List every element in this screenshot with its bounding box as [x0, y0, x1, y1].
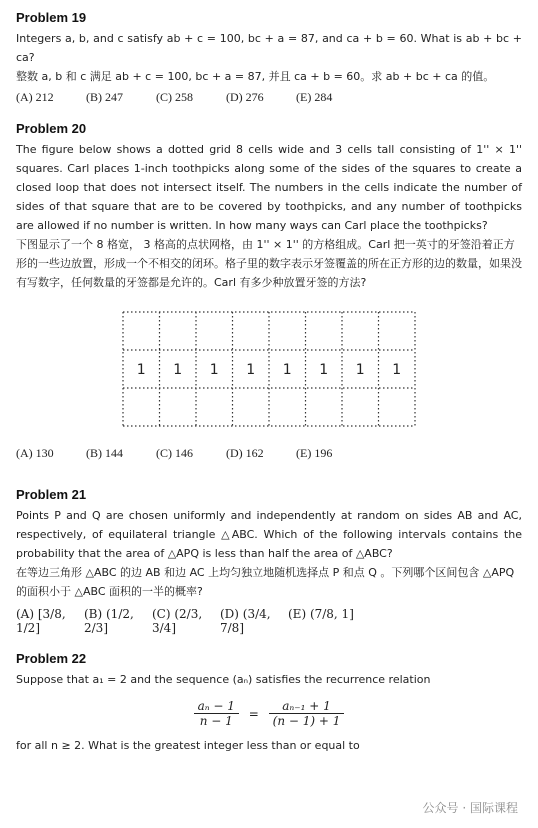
choice-d: (D) 162 — [226, 446, 264, 460]
choice-b: (B) (1/2, 2/3] — [84, 607, 134, 635]
cell-number: 1 — [282, 362, 292, 378]
rhs-numerator: aₙ₋₁ + 1 — [269, 699, 345, 714]
choice-a: (A) 212 — [16, 90, 54, 104]
choice-c: (C) 258 — [156, 90, 193, 104]
problem-text-zh: 在等边三角形 △ABC 的边 AB 和边 AC 上均匀独立地随机选择点 P 和点 Q 。下列哪个区间包含 △APQ 的面积小于 △ABC 面积的一半的概率? — [16, 566, 515, 598]
cell-number: 1 — [319, 362, 329, 378]
problem-text-en: Points P and Q are chosen uniformly and independently at random on sides AB and AC, respectively, of equilateral triangle △ABC. Which of the following intervals contains the probability that the area of △APQ is less than half the area of △ABC? — [16, 509, 522, 560]
problem-text-en: The figure below shows a dotted grid 8 cells wide and 3 cells tall consisting of 1'' × 1'' squares. Carl places 1-inch toothpicks along some of the sides of the squares to create a closed loop that does not intersect itself. The numbers in the cells indicate the number of sides of that square that are to be covered by toothpicks, and any number of toothpicks are allowed if no number is written. In how many ways can Carl place the toothpicks? — [16, 143, 522, 232]
rhs-denominator: (n − 1) + 1 — [272, 714, 341, 728]
problem-text-tail: for all n ≥ 2. What is the greatest integer less than or equal to — [16, 739, 360, 752]
lhs-numerator: aₙ − 1 — [194, 699, 239, 714]
choice-a: (A) 130 — [16, 446, 54, 460]
cell-number: 1 — [136, 362, 146, 378]
rhs-fraction — [269, 699, 345, 728]
choice-e: (E) (7/8, 1] — [288, 607, 354, 621]
choice-a: (A) [3/8, 1/2] — [16, 607, 66, 635]
lhs-denominator: n − 1 — [199, 714, 233, 728]
answer-choices — [16, 90, 522, 105]
answer-choices — [16, 446, 522, 461]
equals-sign: = — [248, 706, 259, 721]
choice-d: (D) 276 — [226, 90, 264, 104]
lhs-fraction — [194, 699, 239, 728]
problem-title: Problem 19 — [16, 10, 87, 25]
choice-e: (E) 196 — [296, 446, 333, 460]
choice-d: (D) (3/4, 7/8] — [220, 607, 271, 635]
problem-21 — [16, 487, 522, 635]
recurrence-equation — [16, 699, 522, 728]
problem-20 — [16, 121, 522, 461]
problem-text-en: Integers a, b, and c satisfy ab + c = 100, bc + a = 87, and ca + b = 60. What is ab + bc + ca? — [16, 32, 522, 64]
cell-number: 1 — [173, 362, 183, 378]
answer-choices — [16, 607, 522, 635]
problem-title: Problem 22 — [16, 651, 87, 666]
cell-number: 1 — [392, 362, 402, 378]
choice-e: (E) 284 — [296, 90, 333, 104]
problem-title: Problem 21 — [16, 487, 87, 502]
problem-text-en: Suppose that a₁ = 2 and the sequence (aₙ) satisfies the recurrence relation — [16, 673, 431, 686]
problem-text-zh: 整数 a, b 和 c 满足 ab + c = 100, bc + a = 87, 并且 ca + b = 60。求 ab + bc + ca 的值。 — [16, 70, 495, 83]
grid-svg — [119, 310, 419, 428]
choice-b: (B) 144 — [86, 446, 123, 460]
problem-22 — [16, 651, 522, 755]
choice-c: (C) (2/3, 3/4] — [152, 607, 203, 635]
choice-c: (C) 146 — [156, 446, 193, 460]
cell-number: 1 — [355, 362, 365, 378]
problem-text-zh: 下图显示了一个 8 格宽， 3 格高的点状网格，由 1'' × 1'' 的方格组成。Carl 把一英寸的牙签沿着正方形的一些边放置，形成一个不相交的闭环。格子里的数字表示牙签覆盖的所在正方形的边的数量，如果没有写数字，任何数量的牙签都是允许的。Carl 有多少种放置牙签的方法? — [16, 238, 522, 289]
document-page — [16, 10, 522, 771]
cell-number: 1 — [209, 362, 219, 378]
cell-number: 1 — [246, 362, 256, 378]
problem-title: Problem 20 — [16, 121, 87, 136]
dotted-grid-figure — [119, 310, 419, 428]
choice-b: (B) 247 — [86, 90, 123, 104]
problem-19 — [16, 10, 522, 105]
watermark: 公众号 · 国际课程 — [422, 801, 518, 815]
